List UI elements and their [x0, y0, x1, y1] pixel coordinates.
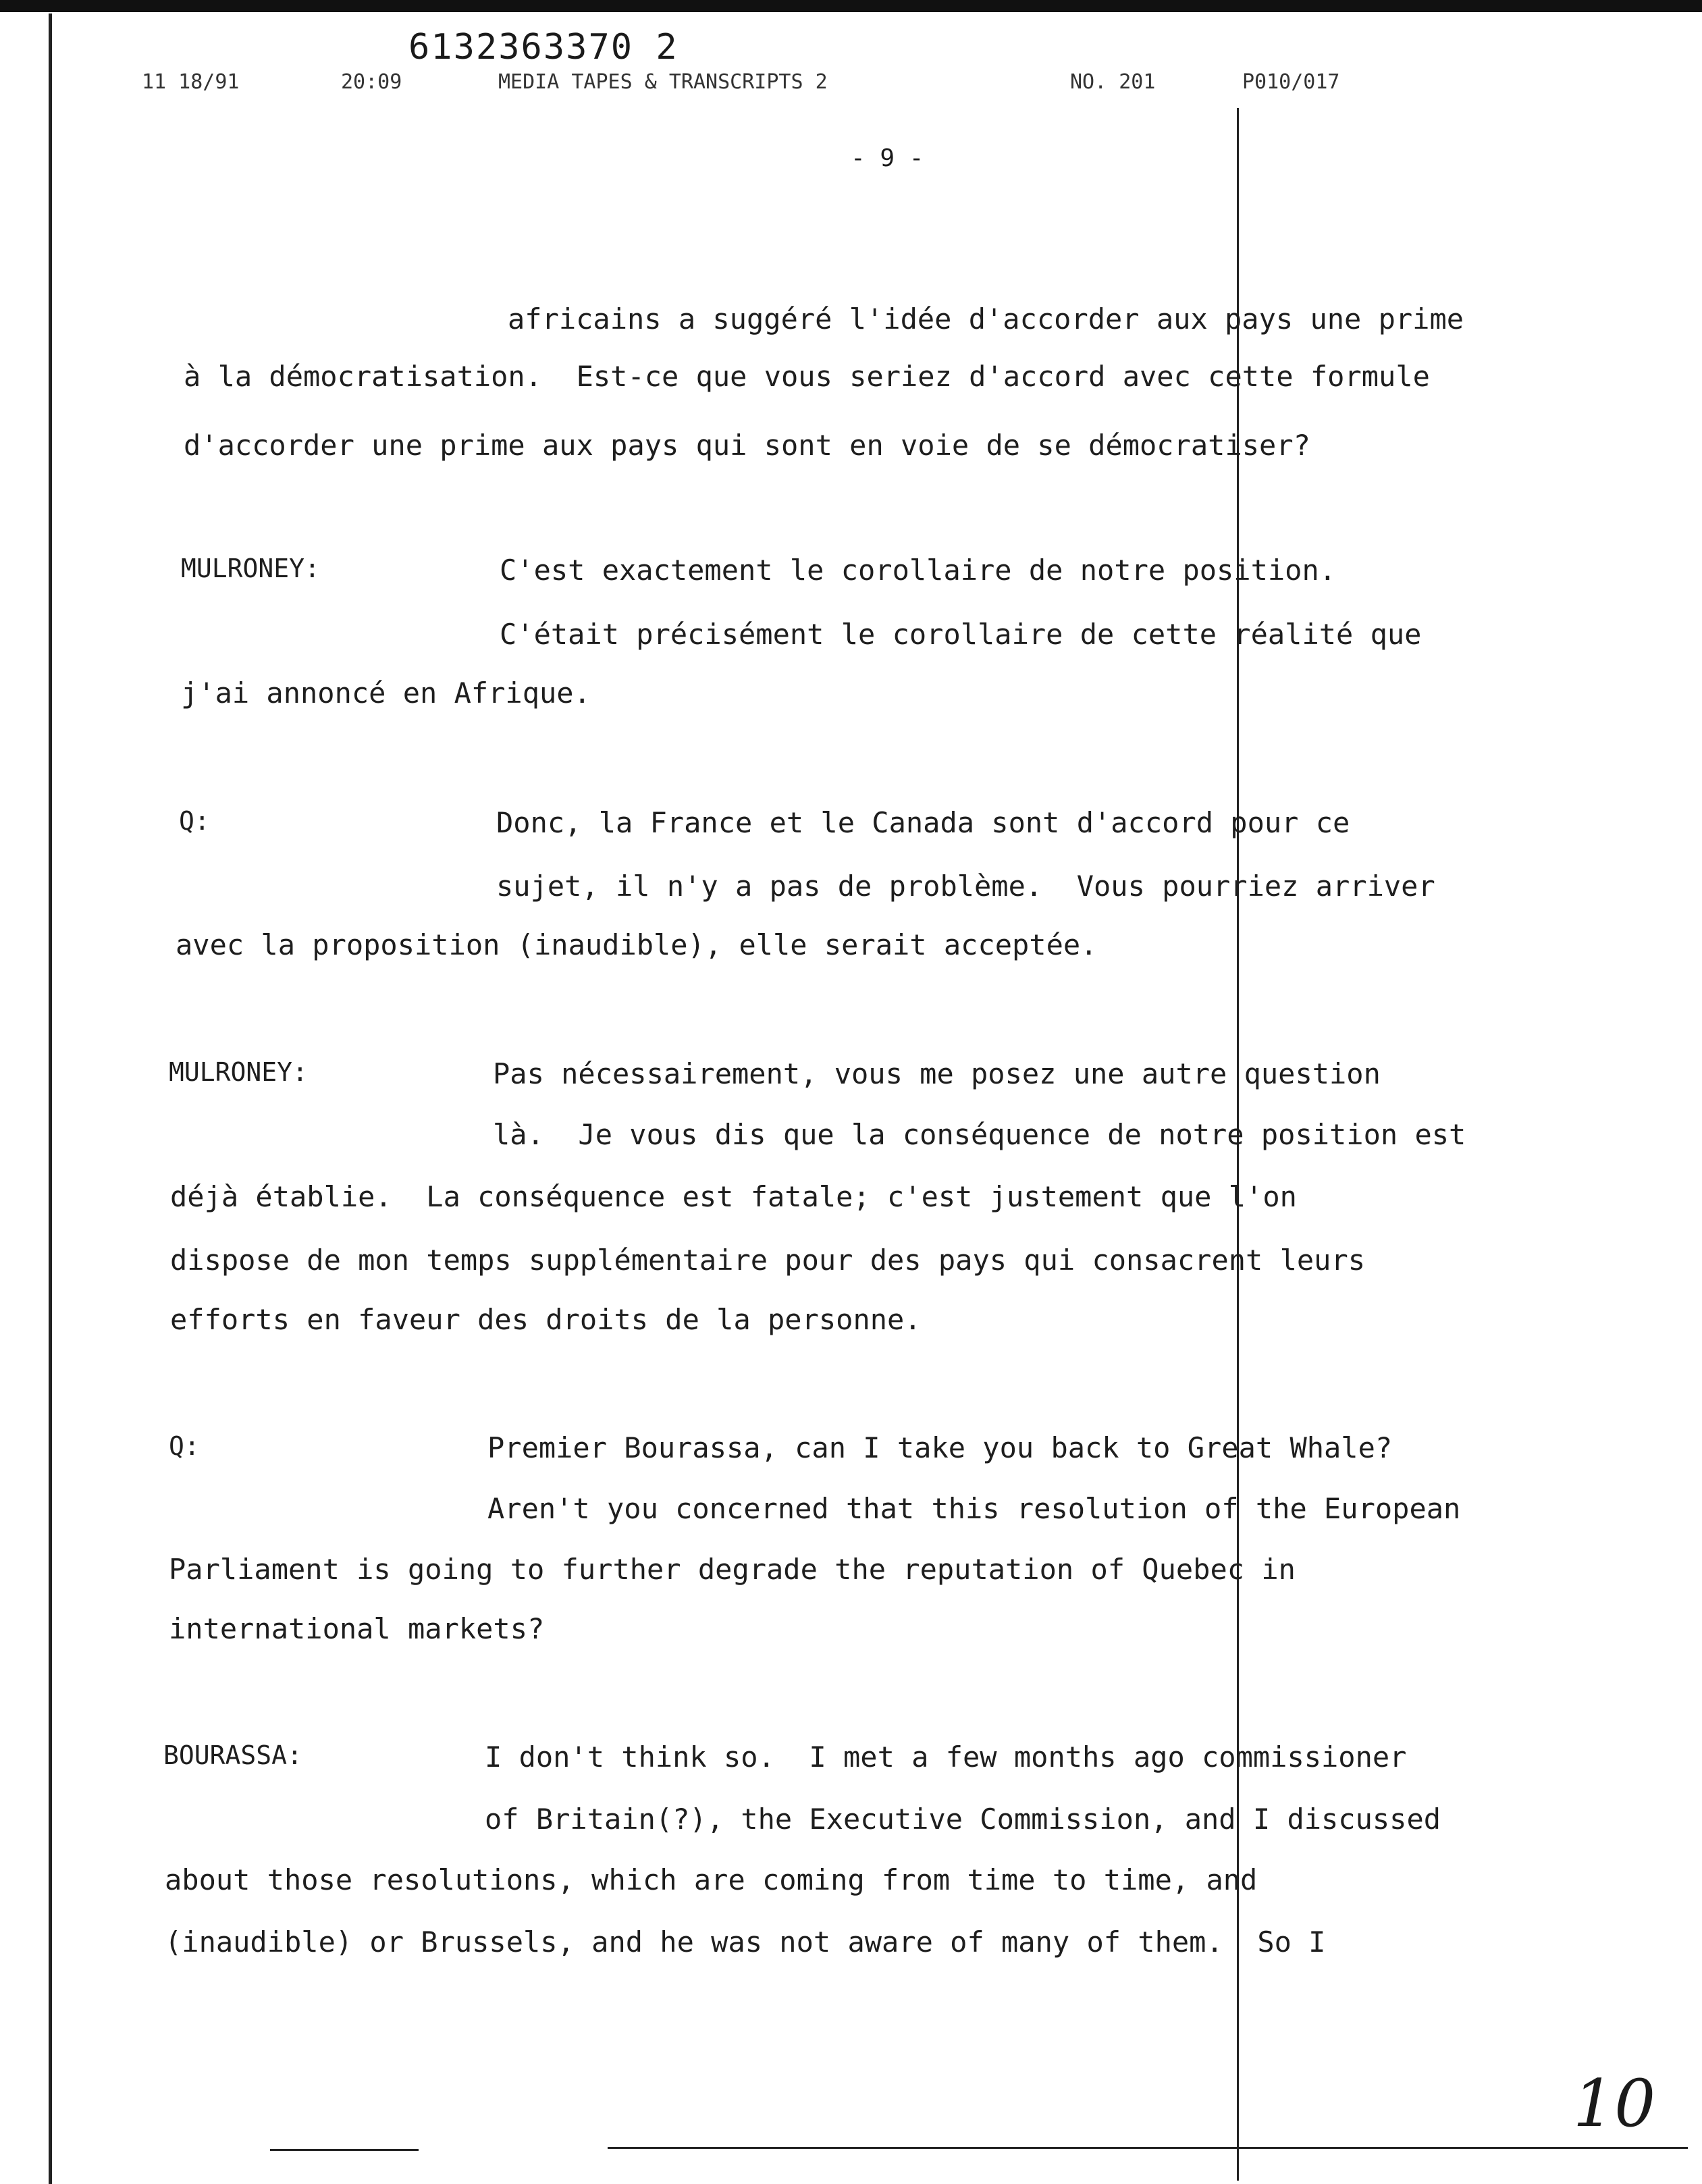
transcript-line: about those resolutions, which are coming from time to time, and	[165, 1863, 1258, 1896]
transcript-line: Donc, la France et le Canada sont d'accord pour ce	[496, 806, 1350, 839]
fax-page-code: P010/017	[1242, 70, 1340, 94]
fax-time: 20:09	[341, 70, 402, 94]
transcript-line: C'était précisément le corollaire de cette réalité que	[500, 618, 1422, 651]
transcript-line: à la démocratisation. Est-ce que vous seriez d'accord avec cette formule	[184, 360, 1430, 393]
transcript-line: Premier Bourassa, can I take you back to Great Whale?	[487, 1431, 1393, 1464]
transcript-line: d'accorder une prime aux pays qui sont en voie de se démocratiser?	[184, 429, 1310, 462]
transcript-line: Pas nécessairement, vous me posez une autre question	[493, 1057, 1381, 1090]
speaker-label: MULRONEY:	[169, 1057, 308, 1087]
transcript-line: (inaudible) or Brussels, and he was not aware of many of them. So I	[165, 1925, 1326, 1959]
transcript-line: là. Je vous dis que la conséquence de notre position est	[493, 1118, 1466, 1151]
handwritten-folio: 10	[1573, 2066, 1656, 2141]
transcript-line: Aren't you concerned that this resolution of the European	[487, 1492, 1461, 1525]
speaker-label: MULRONEY:	[181, 554, 320, 583]
page-left-edge	[49, 14, 52, 2184]
speaker-label: BOURASSA:	[163, 1740, 302, 1770]
bottom-rule-left	[270, 2149, 419, 2151]
speaker-label: Q:	[169, 1431, 200, 1461]
transcript-line: international markets?	[169, 1612, 545, 1645]
transcript-line: déjà établie. La conséquence est fatale; c'est justement que l'on	[170, 1180, 1297, 1213]
page-number: - 9 -	[851, 144, 924, 172]
transcript-line: dispose de mon temps supplémentaire pour des pays qui consacrent leurs	[170, 1244, 1366, 1277]
fax-date: 11 18/91	[142, 70, 240, 94]
transcript-line: sujet, il n'y a pas de problème. Vous pourriez arriver	[496, 870, 1435, 903]
transcript-line: C'est exactement le corollaire de notre position.	[500, 554, 1337, 587]
transcript-line: of Britain(?), the Executive Commission, and I discussed	[485, 1803, 1441, 1836]
transcript-line: africains a suggéré l'idée d'accorder aux pays une prime	[508, 302, 1464, 336]
fax-number: 6132363370 2	[408, 27, 679, 68]
fax-number-label: NO. 201	[1070, 70, 1156, 94]
transcript-line: I don't think so. I met a few months ago commissioner	[485, 1740, 1407, 1774]
transcript-line: j'ai annoncé en Afrique.	[181, 676, 591, 710]
fax-top-edge	[0, 0, 1702, 12]
transcript-line: Parliament is going to further degrade the reputation of Quebec in	[169, 1553, 1296, 1586]
fax-sender: MEDIA TAPES & TRANSCRIPTS 2	[498, 70, 828, 94]
bottom-rule-right	[608, 2147, 1688, 2149]
transcript-line: avec la proposition (inaudible), elle serait acceptée.	[176, 928, 1098, 961]
transcript-line: efforts en faveur des droits de la personne.	[170, 1303, 922, 1336]
speaker-label: Q:	[179, 806, 210, 836]
